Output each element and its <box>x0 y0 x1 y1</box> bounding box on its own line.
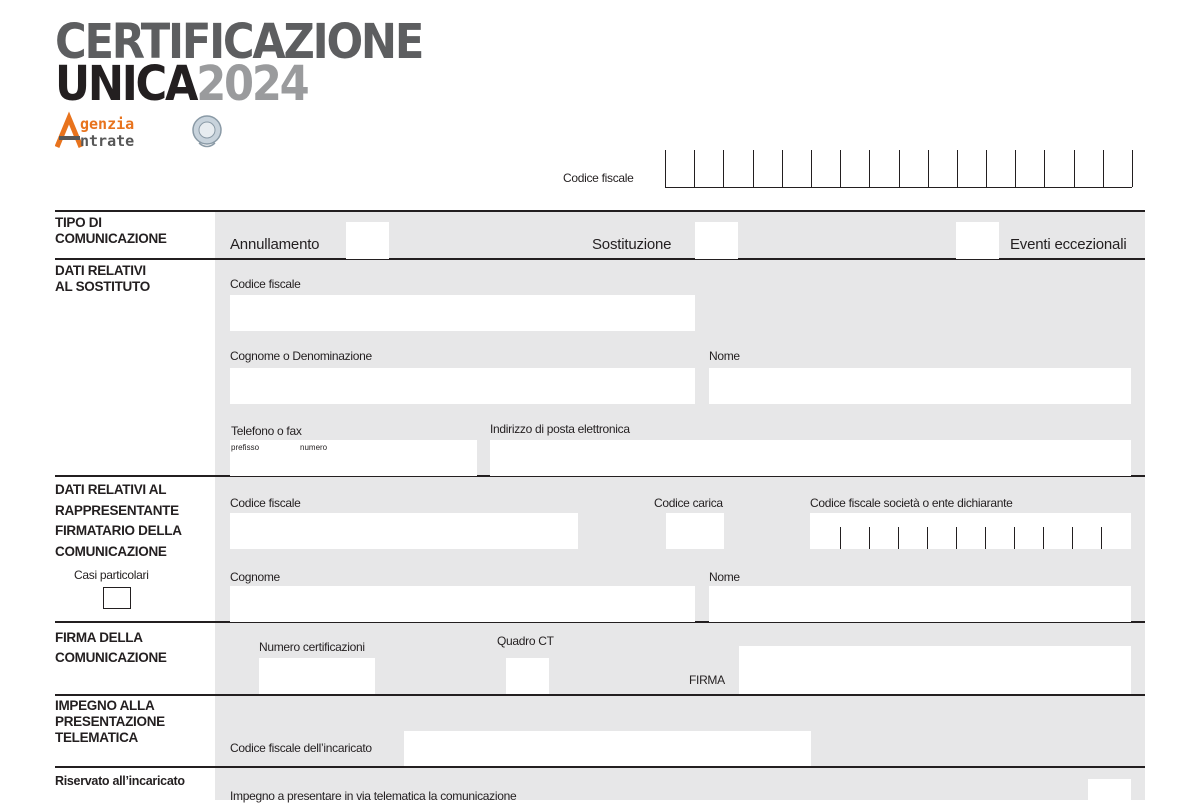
divider <box>55 210 1145 212</box>
cf-societa-field[interactable] <box>810 513 1131 549</box>
casi-particolari-checkbox[interactable] <box>103 587 131 609</box>
rappresentante-cf-label: Codice fiscale <box>230 496 301 510</box>
sostituzione-checkbox[interactable] <box>695 222 738 259</box>
comb-tick <box>956 527 957 549</box>
section-heading-sostituto: DATI RELATIVI AL SOSTITUTO <box>55 263 150 294</box>
numero-certificazioni-field[interactable] <box>259 658 375 694</box>
comb-tick <box>1132 150 1133 187</box>
comb-tick <box>782 150 783 187</box>
comb-tick <box>665 150 666 187</box>
comb-tick <box>1014 527 1015 549</box>
rappresentante-nome-label: Nome <box>709 570 740 584</box>
comb-tick <box>1015 150 1016 187</box>
annullamento-checkbox[interactable] <box>346 222 389 259</box>
telefono-label: Telefono o fax <box>231 424 302 438</box>
numero-label: numero <box>300 443 328 452</box>
eventi-eccezionali-field[interactable] <box>956 222 999 259</box>
comb-tick <box>694 150 695 187</box>
codice-fiscale-header-field[interactable] <box>665 150 1132 188</box>
comb-tick <box>1072 527 1073 549</box>
numero-certificazioni-label: Numero certificazioni <box>259 640 365 654</box>
quadro-ct-label: Quadro CT <box>497 634 554 648</box>
comb-tick <box>1074 150 1075 187</box>
form-title-line2 <box>55 56 308 112</box>
impegno-text: Impegno a presentare in via telematica la comunicazione <box>230 789 517 803</box>
cf-societa-label: Codice fiscale società o ente dichiarante <box>810 496 1013 510</box>
casi-particolari-label: Casi particolari <box>74 568 149 582</box>
section-heading-rappresentante: DATI RELATIVI AL RAPPRESENTANTE FIRMATARIO DELLA COMUNICAZIONE <box>55 482 182 559</box>
cf-incaricato-field[interactable] <box>404 731 811 766</box>
comb-tick <box>1044 150 1045 187</box>
firma-label: FIRMA <box>689 673 725 687</box>
email-label: Indirizzo di posta elettronica <box>490 422 630 436</box>
section-heading-impegno: IMPEGNO ALLA PRESENTAZIONE TELEMATICA <box>55 698 165 745</box>
logo-text-ntrate: ntrate <box>80 132 135 150</box>
comb-tick <box>898 527 899 549</box>
divider <box>55 694 1145 696</box>
quadro-ct-checkbox[interactable] <box>506 658 549 694</box>
email-field[interactable] <box>490 440 1131 476</box>
impegno-checkbox[interactable] <box>1088 779 1131 800</box>
rappresentante-nome-field[interactable] <box>709 586 1131 622</box>
comb-tick <box>723 150 724 187</box>
comb-tick <box>1103 150 1104 187</box>
comb-tick <box>869 150 870 187</box>
comb-tick <box>840 150 841 187</box>
form-title-unica: UNICA <box>55 56 197 112</box>
form-title-year: 2024 <box>196 56 308 112</box>
section-heading-tipo: TIPO DI COMUNICAZIONE <box>55 215 167 246</box>
comb-tick <box>753 150 754 187</box>
telefono-field[interactable] <box>230 440 477 476</box>
cf-incaricato-label: Codice fiscale dell’incaricato <box>230 741 372 755</box>
comb-tick <box>957 150 958 187</box>
divider <box>55 766 1145 768</box>
section-heading-firma: FIRMA DELLA COMUNICAZIONE <box>55 630 167 665</box>
annullamento-label: Annullamento <box>230 236 320 253</box>
codice-fiscale-header-label: Codice fiscale <box>563 171 634 185</box>
sostituto-cognome-label: Cognome o Denominazione <box>230 349 372 363</box>
form-title-line1: CERTIFICAZIONE <box>55 14 423 70</box>
comb-tick <box>869 527 870 549</box>
codice-carica-field[interactable] <box>666 513 724 549</box>
comb-tick <box>928 150 929 187</box>
prefisso-label: prefisso <box>231 443 260 452</box>
riservato-incaricato-heading: Riservato all’incaricato <box>55 774 185 788</box>
logo-text-genzia: genzia <box>80 115 135 133</box>
comb-tick <box>1043 527 1044 549</box>
sostituzione-label: Sostituzione <box>592 236 672 253</box>
eventi-eccezionali-label: Eventi eccezionali <box>1010 236 1127 253</box>
comb-tick <box>840 527 841 549</box>
rappresentante-cognome-field[interactable] <box>230 586 695 622</box>
firma-signature-field[interactable] <box>739 646 1131 694</box>
rappresentante-cognome-label: Cognome <box>230 570 280 584</box>
comb-tick <box>927 527 928 549</box>
rappresentante-cf-field[interactable] <box>230 513 578 549</box>
comb-tick <box>1101 527 1102 549</box>
comb-tick <box>986 150 987 187</box>
comb-tick <box>985 527 986 549</box>
comb-tick <box>899 150 900 187</box>
sostituto-cognome-field[interactable] <box>230 368 695 404</box>
sostituto-nome-field[interactable] <box>709 368 1131 404</box>
sostituto-cf-field[interactable] <box>230 295 695 331</box>
comb-tick <box>811 150 812 187</box>
sostituto-nome-label: Nome <box>709 349 740 363</box>
codice-carica-label: Codice carica <box>654 496 723 510</box>
sostituto-cf-label: Codice fiscale <box>230 277 301 291</box>
